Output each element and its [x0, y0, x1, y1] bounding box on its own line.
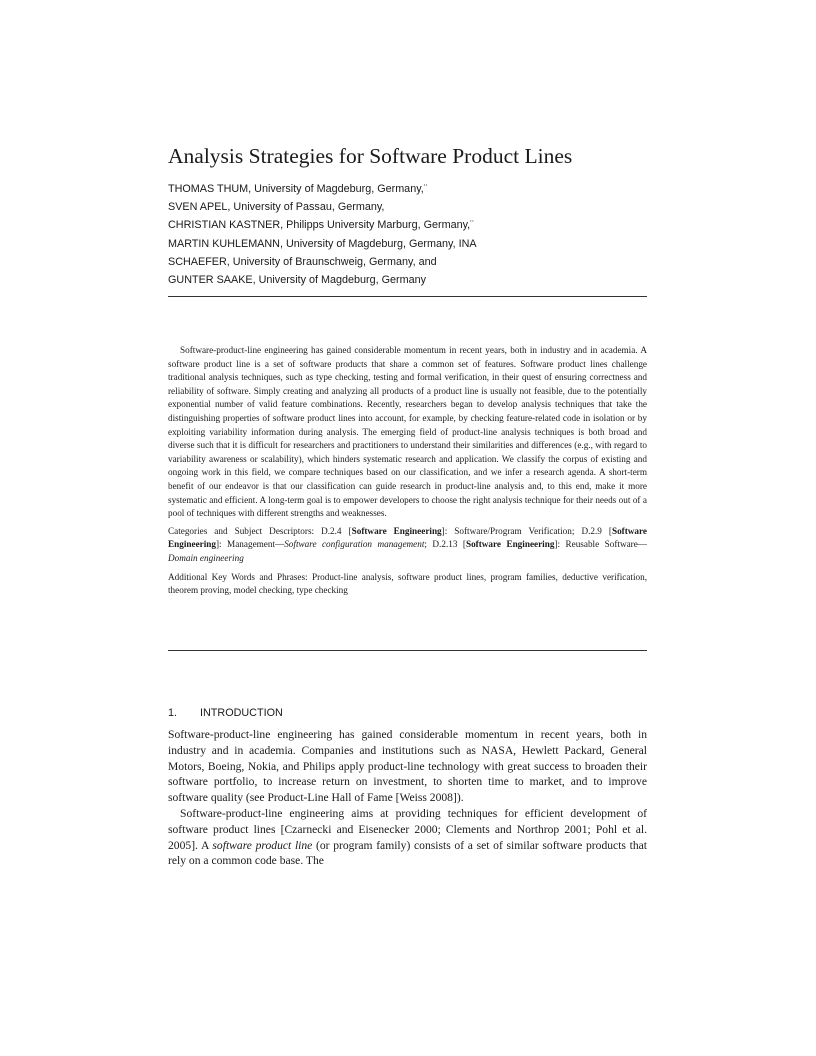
author-line: GUNTER SAAKE, University of Magdeburg, Germany [168, 274, 427, 287]
section-number: 1. [168, 707, 178, 719]
subject-descriptors: Categories and Subject Descriptors: D.2.4 [Software Engineering]: Software/Program Verification; D.2.9 [Software Engineering]: Management—Software configuration management; D.2.13 [Software Engineering]: Reusable Software—Domain engineering [168, 525, 647, 563]
paper-title: Analysis Strategies for Software Product Lines [168, 144, 573, 168]
section-heading [168, 705, 283, 721]
intro-paragraph-1: Software-product-line engineering has gained considerable momentum in recent years, both in industry and in academia. Companies and institutions such as NASA, Hewlett Packard, General Motors, Boeing, Nokia, and Philips apply product-line technology with great success to broaden their software portfolio, to increase return on investment, to shorten time to market, and to improve software quality (see Product-Line Hall of Fame [Weiss 2008]). [168, 728, 647, 805]
intro-paragraph-2: Software-product-line engineering aims at providing techniques for efficient development of software product lines [Czarnecki and Eisenecker 2000; Clements and Northrop 2001; Pohl et al. 2005]. A software product line (or program family) consists of a set of similar software products that rely on a common code base. The [168, 806, 647, 868]
abstract-divider [168, 650, 647, 651]
keywords: Additional Key Words and Phrases: Product-line analysis, software product lines, program families, deductive verification, theorem proving, model checking, type checking [168, 571, 647, 596]
abstract-block [168, 344, 647, 598]
author-line: MARTIN KUHLEMANN, University of Magdeburg, Germany, INA [168, 237, 477, 250]
author-list [168, 180, 647, 289]
author-line: THOMAS THUM, University of Magdeburg, Germany,¨ [168, 183, 428, 195]
header-divider [168, 296, 647, 297]
author-line: SCHAEFER, University of Braunschweig, Germany, and [168, 255, 437, 268]
section-title: INTRODUCTION [200, 707, 283, 719]
introduction-body [168, 727, 647, 869]
abstract-text: Software-product-line engineering has gained considerable momentum in recent years, both in industry and in academia. A software product line is a set of software products that share a common set of features. Software product lines challenge traditional analysis techniques, such as type checking, testing and formal verification, in their quest of ensuring correctness and reliability of software. Simply creating and analyzing all products of a product line is usually not feasible, due to the potentially exponential number of valid feature combinations. Recently, researchers began to develop analysis techniques that take the distinguishing properties of software product lines into account, for example, by checking feature-related code in isolation or by exploiting variability information during analysis. The emerging field of product-line analysis techniques is both broad and diverse such that it is difficult for researchers and practitioners to understand their similarities and differences (e.g., with regard to variability awareness or scalability), which hinders systematic research and application. We classify the corpus of existing and ongoing work in this field, we compare techniques based on our classification, and we infer a research agenda. A short-term benefit of our endeavor is that our classification can guide research in product-line analysis and, to this end, make it more systematic and efficient. A long-term goal is to empower developers to choose the right analysis technique for their needs out of a pool of techniques with different strengths and weaknesses. [168, 345, 647, 519]
author-line: SVEN APEL, University of Passau, Germany, [168, 201, 385, 214]
author-line: CHRISTIAN KASTNER, Philipps University Marburg, Germany,¨ [168, 219, 474, 232]
